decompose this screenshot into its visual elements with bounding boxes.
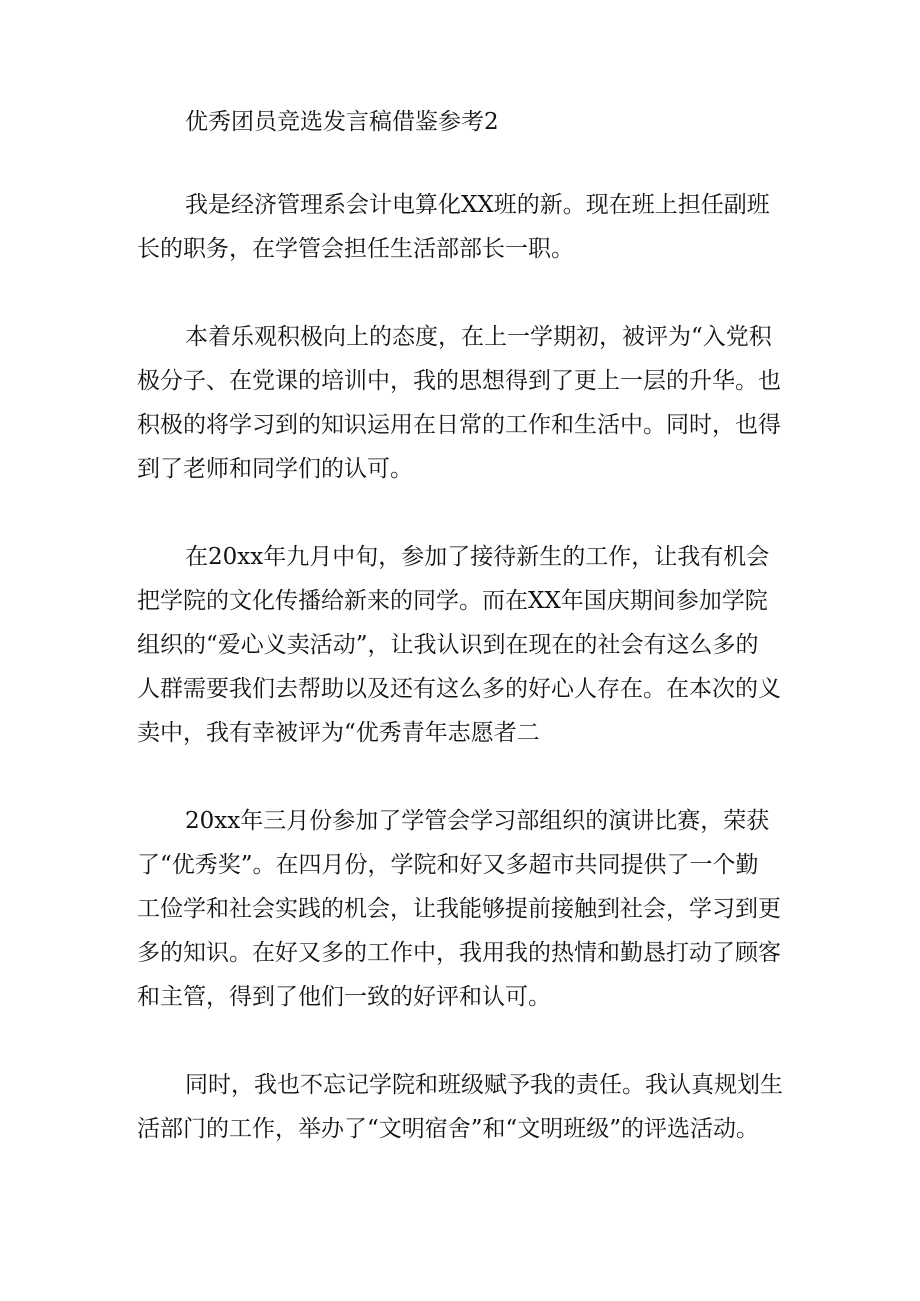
paragraph-1 xyxy=(137,183,787,271)
paragraph-line: 在20xx年九月中旬，参加了接待新生的工作，让我有机会 xyxy=(185,544,770,570)
document-title: 优秀团员竞选发言稿借鉴参考2 xyxy=(185,109,499,135)
paragraph-line: 积极的将学习到的知识运用在日常的工作和生活中。同时，也得 xyxy=(137,412,781,438)
paragraph-line: 和主管，得到了他们一致的好评和认可。 xyxy=(137,984,551,1010)
paragraph-line: 了“优秀奖”。在四月份，学院和好又多超市共同提供了一个勤 xyxy=(137,852,759,878)
paragraph-line: 工俭学和社会实践的机会，让我能够提前接触到社会，学习到更 xyxy=(137,896,781,922)
paragraph-line: 把学院的文化传播给新来的同学。而在XX年国庆期间参加学院 xyxy=(137,588,768,614)
paragraph-4 xyxy=(137,799,787,1019)
paragraph-line: 到了老师和同学们的认可。 xyxy=(137,456,413,482)
paragraph-line: 长的职务，在学管会担任生活部部长一职。 xyxy=(137,236,574,262)
paragraph-line: 我是经济管理系会计电算化XX班的新。现在班上担任副班 xyxy=(185,192,770,218)
paragraph-line: 卖中，我有幸被评为“优秀青年志愿者二 xyxy=(137,720,540,746)
paragraph-line: 活部门的工作，举办了“文明宿舍”和“文明班级”的评选活动。 xyxy=(137,1116,760,1142)
paragraph-line: 组织的“爱心义卖活动”，让我认识到在现在的社会有这么多的 xyxy=(137,632,759,658)
paragraph-line: 20xx年三月份参加了学管会学习部组织的演讲比赛，荣获 xyxy=(185,808,770,834)
paragraph-line: 多的知识。在好又多的工作中，我用我的热情和勤恳打动了顾客 xyxy=(137,940,781,966)
paragraph-line: 同时，我也不忘记学院和班级赋予我的责任。我认真规划生 xyxy=(185,1072,783,1098)
paragraph-line: 极分子、在党课的培训中，我的思想得到了更上一层的升华。也 xyxy=(137,368,781,394)
paragraph-2 xyxy=(137,315,787,491)
paragraph-line: 本着乐观积极向上的态度，在上一学期初，被评为“入党积 xyxy=(185,324,772,350)
paragraph-5 xyxy=(137,1063,787,1151)
paragraph-line: 人群需要我们去帮助以及还有这么多的好心人存在。在本次的义 xyxy=(137,676,781,702)
document-body xyxy=(137,100,787,1195)
paragraph-3 xyxy=(137,535,787,755)
